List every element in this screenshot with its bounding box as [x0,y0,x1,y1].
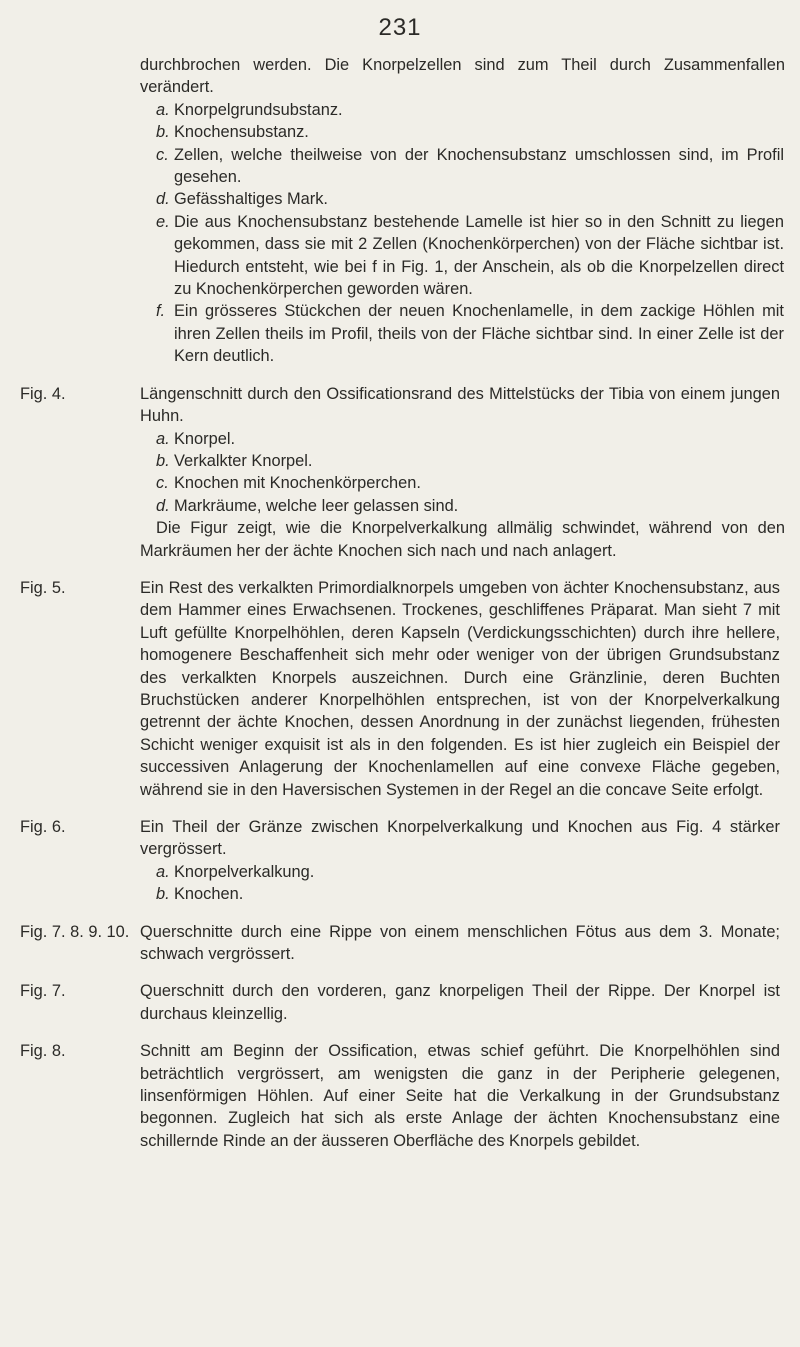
item-letter: e. [156,212,170,231]
figure-caption: Querschnitt durch den vorderen, ganz knorpeligen Theil der Rippe. Der Knorpel ist durchaus kleinzellig. [140,982,780,1023]
item-letter: a. [156,429,170,448]
figure-8-entry [20,1040,780,1152]
figure-4-item-c [156,472,784,494]
figure-caption: Ein Theil der Gränze zwischen Knorpelverkalkung und Knochen aus Fig. 4 stärker vergrössert. [140,818,780,859]
item-text: Knorpelgrundsubstanz. [174,100,343,119]
intro-item-d [156,188,784,210]
item-text: Ein grösseres Stückchen der neuen Knochenlamelle, in dem zackige Höhlen mit ihren Zellen theils im Profil, theils von der Fläche sichtbar sind. In einer Zelle ist der Kern deutlich. [174,302,784,366]
intro-item-f [156,300,784,367]
item-text: Die aus Knochensubstanz bestehende Lamelle ist hier so in den Schnitt zu liegen gekommen, dass sie mit 2 Zellen (Knochenkörperchen) von der Fläche sichtbar ist. Hiedurch entsteht, wie bei f in Fig. 1, der Anschein, als ob die Knorpelzellen direct zu Knochenkörperchen geworden wären. [174,212,784,299]
item-text: Knochen mit Knochenkörperchen. [174,474,421,493]
item-letter: d. [156,190,170,209]
figure-4-item-a [156,428,784,450]
figure-7-10-entry [20,921,780,966]
item-text: Verkalkter Knorpel. [174,451,313,470]
figure-label: Fig. 6. [20,818,66,836]
intro-item-c [156,144,784,189]
figure-7-entry [20,980,780,1025]
item-text: Zellen, welche theilweise von der Knochensubstanz umschlossen sind, im Profil gesehen. [174,145,784,187]
intro-item-list [20,99,784,368]
page-number: 231 [378,14,422,41]
figure-6-item-a [156,861,784,883]
figure-6-entry [20,816,780,861]
page-body [20,54,785,1152]
item-letter: c. [156,145,169,164]
figure-caption: Ein Rest des verkalkten Primordialknorpels umgeben von ächter Knochensubstanz, aus dem Hammer eines Erwachsenen. Trockenes, geschliffenes Präparat. Man sieht 7 mit Luft gefüllte Knorpelhöhlen, deren Kapseln (Verdickungsschichten) durch ihre hellere, homogenere Beschaffenheit sich mehr oder weniger von der übrigen Grundsubstanz des verkalkten Knorpels auszeichnen. Durch eine Gränzlinie, deren Buchten Bruchstücken anderer Knorpelhöhlen entsprechen, ist von der Knorpelverkalkung getrennt der ächte Knochen, dessen Anordnung in der zunächst liegenden, frühesten Schicht weniger exquisit ist als in den folgenden. Es ist hier zugleich ein Beispiel der successiven Anlagerung der Knochenlamellen auf eine convexe Fläche gegeben, während sie in den Haversischen Systemen in der Regel an die concave Seite erfolgt. [140,578,780,799]
item-letter: b. [156,451,170,470]
figure-caption: Querschnitte durch eine Rippe von einem menschlichen Fötus aus dem 3. Monate; schwach vergrössert. [140,922,780,964]
figure-caption: Schnitt am Beginn der Ossification, etwas schief geführt. Die Knorpelhöhlen sind beträchtlich vergrössert, am wenigsten die ganz in der Peripherie gelegenen, linsenförmigen Höhlen. Auf einer Seite hat die Verkalkung in der Grundsubstanz begonnen. Zugleich hat sich als erste Anlage der ächten Knochensubstanz eine schillernde Rinde an der äusseren Oberfläche des Knorpels gebildet. [140,1042,780,1150]
intro-paragraph: durchbrochen werden. Die Knorpelzellen sind zum Theil durch Zusammenfallen verändert. [140,56,785,97]
item-text: Knochensubstanz. [174,123,309,142]
item-text: Knorpelverkalkung. [174,862,315,881]
item-text: Knochen. [174,885,244,904]
figure-4-item-b [156,450,784,472]
figure-4-item-d [156,495,784,517]
item-letter: b. [156,885,170,904]
item-letter: b. [156,123,170,142]
item-letter: c. [156,474,169,493]
item-text: Knorpel. [174,429,236,448]
item-text: Markräume, welche leer gelassen sind. [174,496,459,515]
item-text: Gefässhaltiges Mark. [174,190,328,209]
figure-4-remark: Die Figur zeigt, wie die Knorpelverkalkung allmälig schwindet, während von den Markräumen her der ächte Knochen sich nach und nach anlagert. [140,519,785,560]
figure-label: Fig. 4. [20,384,66,403]
figure-label: Fig. 5. [20,578,66,597]
figure-5-entry [20,577,780,801]
intro-item-e [156,211,784,301]
intro-item-a [156,99,784,121]
item-letter: a. [156,862,170,881]
figure-4-entry [20,383,780,428]
item-letter: a. [156,100,170,119]
figure-label: Fig. 7. 8. 9. 10. [20,922,130,941]
intro-item-b [156,121,784,143]
item-letter: f. [156,302,166,321]
figure-label: Fig. 8. [20,1042,66,1061]
item-letter: d. [156,496,170,515]
figure-6-item-b [156,883,784,905]
figure-label: Fig. 7. [20,982,66,1001]
figure-caption: Längenschnitt durch den Ossificationsrand des Mittelstücks der Tibia von einem jungen Huhn. [140,384,780,426]
